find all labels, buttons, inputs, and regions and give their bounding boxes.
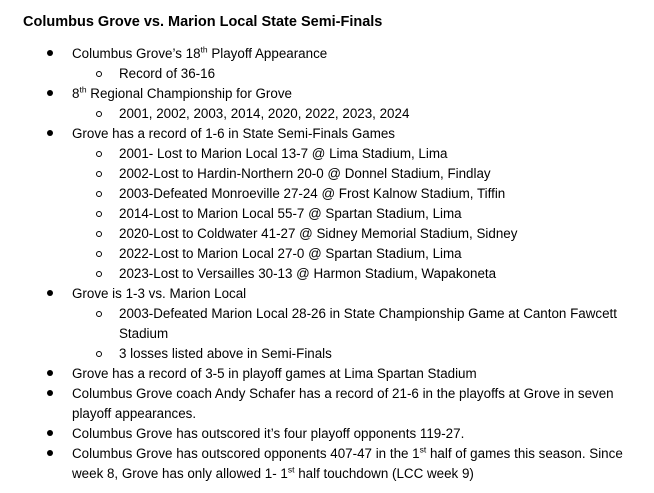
- bullet-icon: [47, 390, 53, 396]
- sub-list-item: 2001- Lost to Marion Local 13-7 @ Lima Stadium, Lima: [72, 144, 634, 164]
- bullet-icon: [47, 290, 53, 296]
- list-item-playoff-appearance: [0, 44, 654, 84]
- sub-list-item: Record of 36-16: [72, 64, 634, 84]
- list-item-text: Columbus Grove coach Andy Schafer has a record of 21-6 in the playoffs at Grove in seven playoff appearances.: [72, 386, 614, 421]
- list-item-vs-marion-local: [0, 284, 654, 364]
- list-item-text: Grove has a record of 1-6 in State Semi-Finals Games: [72, 126, 395, 141]
- sub-list-item: 2020-Lost to Coldwater 41-27 @ Sidney Memorial Stadium, Sidney: [72, 224, 634, 244]
- sub-list-item: 2003-Defeated Marion Local 28-26 in State Championship Game at Canton Fawcett Stadium: [72, 304, 634, 344]
- list-item-semifinal-record: [0, 124, 654, 284]
- sub-list-item: 2003-Defeated Monroeville 27-24 @ Frost Kalnow Stadium, Tiffin: [72, 184, 634, 204]
- circle-bullet-icon: [96, 111, 102, 117]
- list-item-text: Grove has a record of 3-5 in playoff games at Lima Spartan Stadium: [72, 366, 477, 381]
- circle-bullet-icon: [96, 251, 102, 257]
- circle-bullet-icon: [96, 311, 102, 317]
- bullet-icon: [47, 130, 53, 136]
- main-bullet-list: [0, 44, 654, 484]
- bullet-icon: [47, 50, 53, 56]
- document-title: Columbus Grove vs. Marion Local State Semi-Finals: [23, 14, 383, 30]
- list-item-lima-spartan-record: [0, 364, 654, 384]
- list-item-coach-record: [0, 384, 654, 424]
- circle-bullet-icon: [96, 211, 102, 217]
- circle-bullet-icon: [96, 151, 102, 157]
- bullet-icon: [47, 430, 53, 436]
- list-item-first-half-scoring: [0, 444, 654, 484]
- circle-bullet-icon: [96, 71, 102, 77]
- list-item-text: Columbus Grove has outscored it’s four playoff opponents 119-27.: [72, 426, 465, 441]
- bullet-icon: [47, 370, 53, 376]
- sub-list-item: 2014-Lost to Marion Local 55-7 @ Spartan Stadium, Lima: [72, 204, 634, 224]
- circle-bullet-icon: [96, 271, 102, 277]
- sub-list: [72, 64, 634, 84]
- list-item-playoff-scoring: [0, 424, 654, 444]
- list-item-text: 8th Regional Championship for Grove: [72, 84, 292, 101]
- sub-list-item: 2002-Lost to Hardin-Northern 20-0 @ Donnel Stadium, Findlay: [72, 164, 634, 184]
- sub-list: [72, 144, 634, 284]
- circle-bullet-icon: [96, 191, 102, 197]
- sub-list: [72, 304, 634, 364]
- circle-bullet-icon: [96, 171, 102, 177]
- sub-list-item: 2023-Lost to Versailles 30-13 @ Harmon Stadium, Wapakoneta: [72, 264, 634, 284]
- circle-bullet-icon: [96, 351, 102, 357]
- bullet-icon: [47, 90, 53, 96]
- bullet-icon: [47, 450, 53, 456]
- sub-list-item: 2001, 2002, 2003, 2014, 2020, 2022, 2023, 2024: [72, 104, 634, 124]
- list-item-text: Grove is 1-3 vs. Marion Local: [72, 286, 247, 301]
- circle-bullet-icon: [96, 231, 102, 237]
- list-item-regional-championship: [0, 84, 654, 124]
- list-item-text: Columbus Grove’s 18th Playoff Appearance: [72, 44, 328, 61]
- sub-list: [72, 104, 634, 124]
- list-item-text: Columbus Grove has outscored opponents 407-47 in the 1st half of games this season. Since week 8, Grove has only allowed 1- 1st half touchdown (LCC week 9): [72, 444, 623, 481]
- sub-list-item: 3 losses listed above in Semi-Finals: [72, 344, 634, 364]
- sub-list-item: 2022-Lost to Marion Local 27-0 @ Spartan Stadium, Lima: [72, 244, 634, 264]
